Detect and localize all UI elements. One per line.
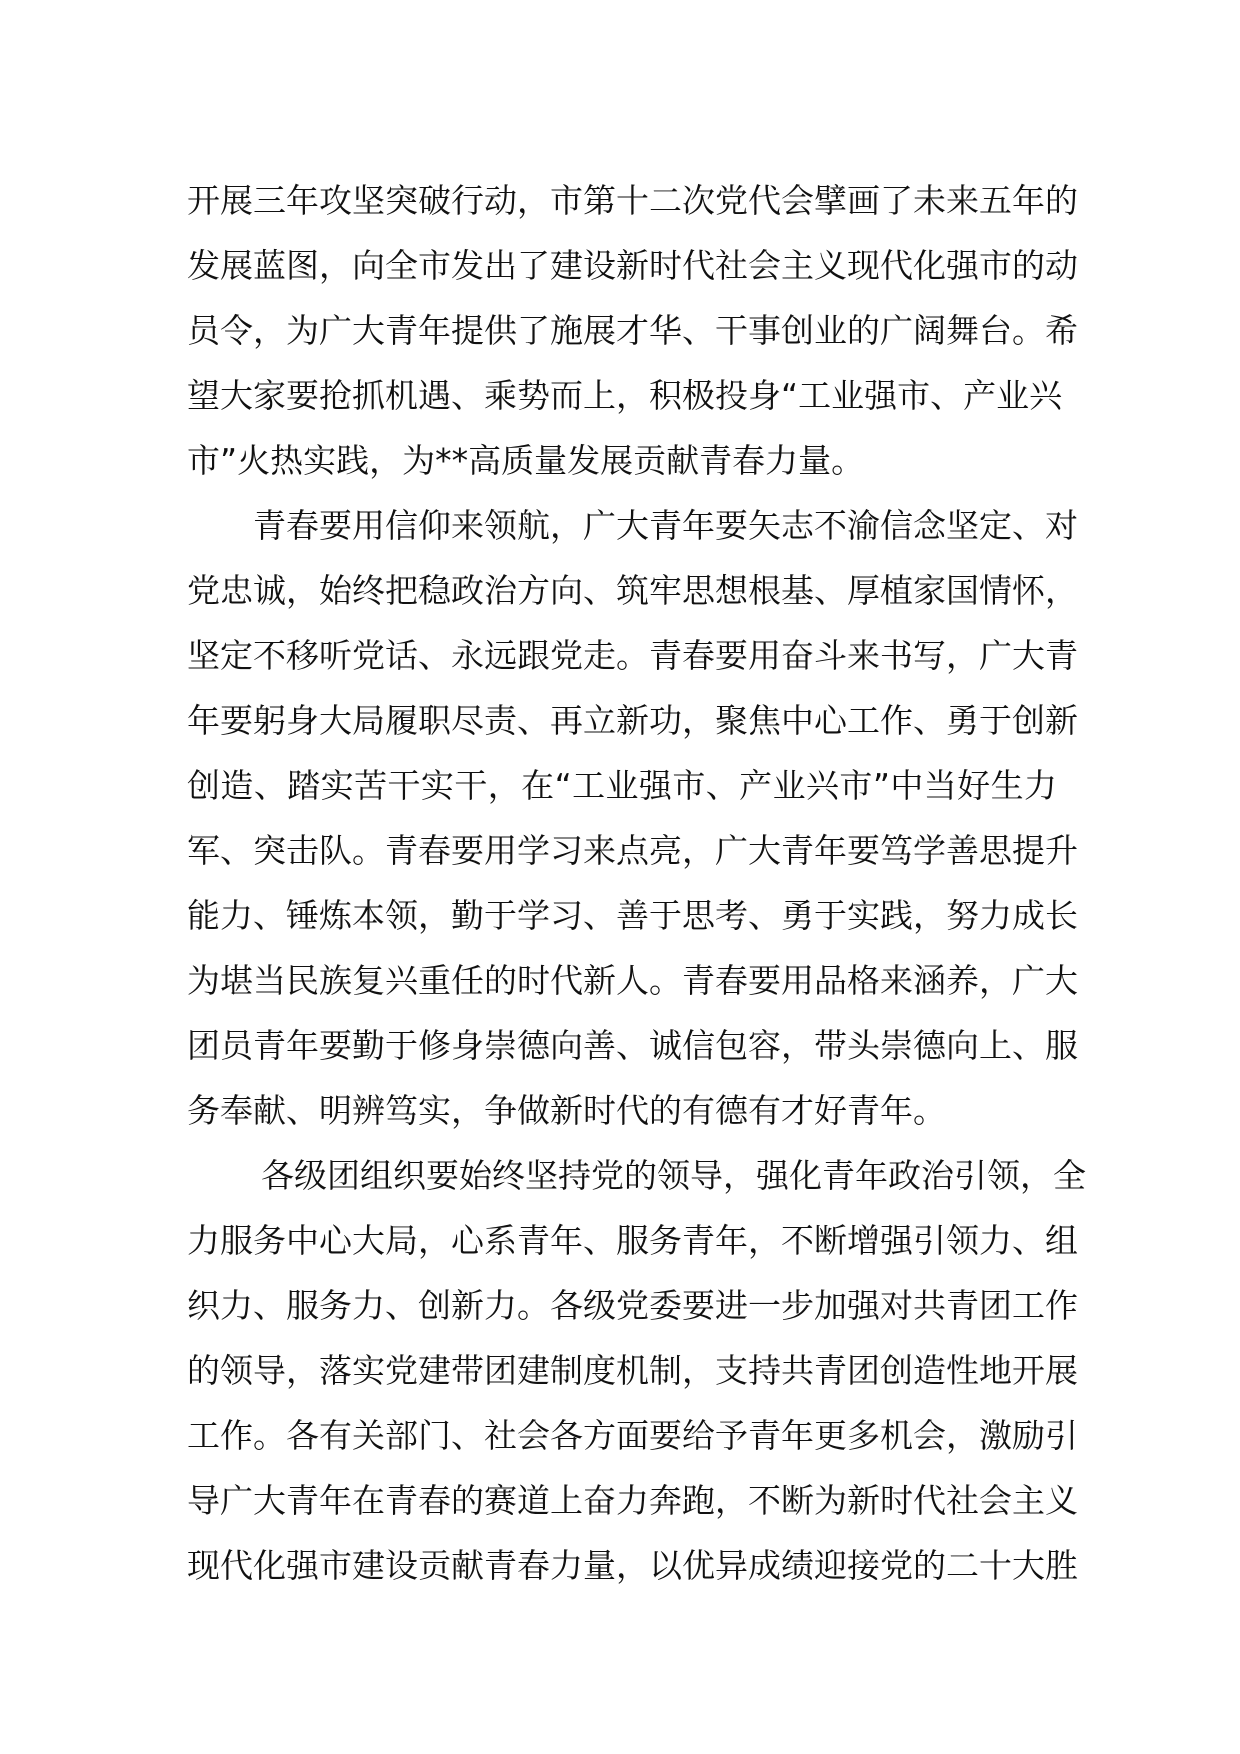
paragraph-1: [187, 168, 1078, 493]
text-line: 员令，为广大青年提供了施展才华、干事创业的广阔舞台。希: [187, 311, 1078, 350]
text-line: 发展蓝图，向全市发出了建设新时代社会主义现代化强市的动: [187, 246, 1078, 285]
text-line: 开展三年攻坚突破行动，市第十二次党代会擘画了未来五年的: [187, 181, 1078, 220]
text-line: 各级团组织要始终坚持党的领导，强化青年政治引领，全: [261, 1156, 1086, 1195]
text-line: 创造、踏实苦干实干，在“工业强市、产业兴市”中当好生力: [187, 766, 1057, 805]
text-line: 党忠诚，始终把稳政治方向、筑牢思想根基、厚植家国情怀，: [187, 571, 1078, 610]
text-line: 年要躬身大局履职尽责、再立新功，聚焦中心工作、勇于创新: [187, 701, 1078, 740]
text-line: 的领导，落实党建带团建制度机制，支持共青团创造性地开展: [187, 1351, 1078, 1390]
text-line: 青春要用信仰来领航，广大青年要矢志不渝信念坚定、对: [253, 506, 1078, 545]
text-line: 能力、锤炼本领，勤于学习、善于思考、勇于实践，努力成长: [187, 896, 1078, 935]
text-line: 望大家要抢抓机遇、乘势而上，积极投身“工业强市、产业兴: [187, 376, 1063, 415]
text-line: 军、突击队。青春要用学习来点亮，广大青年要笃学善思提升: [187, 831, 1078, 870]
text-line: 导广大青年在青春的赛道上奋力奔跑，不断为新时代社会主义: [187, 1481, 1078, 1520]
document-body: [187, 168, 1086, 1598]
text-line: 为堪当民族复兴重任的时代新人。青春要用品格来涵养，广大: [187, 961, 1078, 1000]
text-line: 坚定不移听党话、永远跟党走。青春要用奋斗来书写，广大青: [187, 636, 1078, 675]
text-line: 力服务中心大局，心系青年、服务青年，不断增强引领力、组: [187, 1221, 1078, 1260]
paragraph-3: [187, 1143, 1086, 1598]
text-line: 现代化强市建设贡献青春力量，以优异成绩迎接党的二十大胜: [187, 1546, 1078, 1585]
text-line: 团员青年要勤于修身崇德向善、诚信包容，带头崇德向上、服: [187, 1026, 1078, 1065]
text-line: 市”火热实践，为**高质量发展贡献青春力量。: [187, 441, 865, 480]
paragraph-2: [187, 493, 1078, 1143]
text-line: 织力、服务力、创新力。各级党委要进一步加强对共青团工作: [187, 1286, 1078, 1325]
text-line: 务奉献、明辨笃实，争做新时代的有德有才好青年。: [187, 1091, 946, 1130]
text-line: 工作。各有关部门、社会各方面要给予青年更多机会，激励引: [187, 1416, 1078, 1455]
